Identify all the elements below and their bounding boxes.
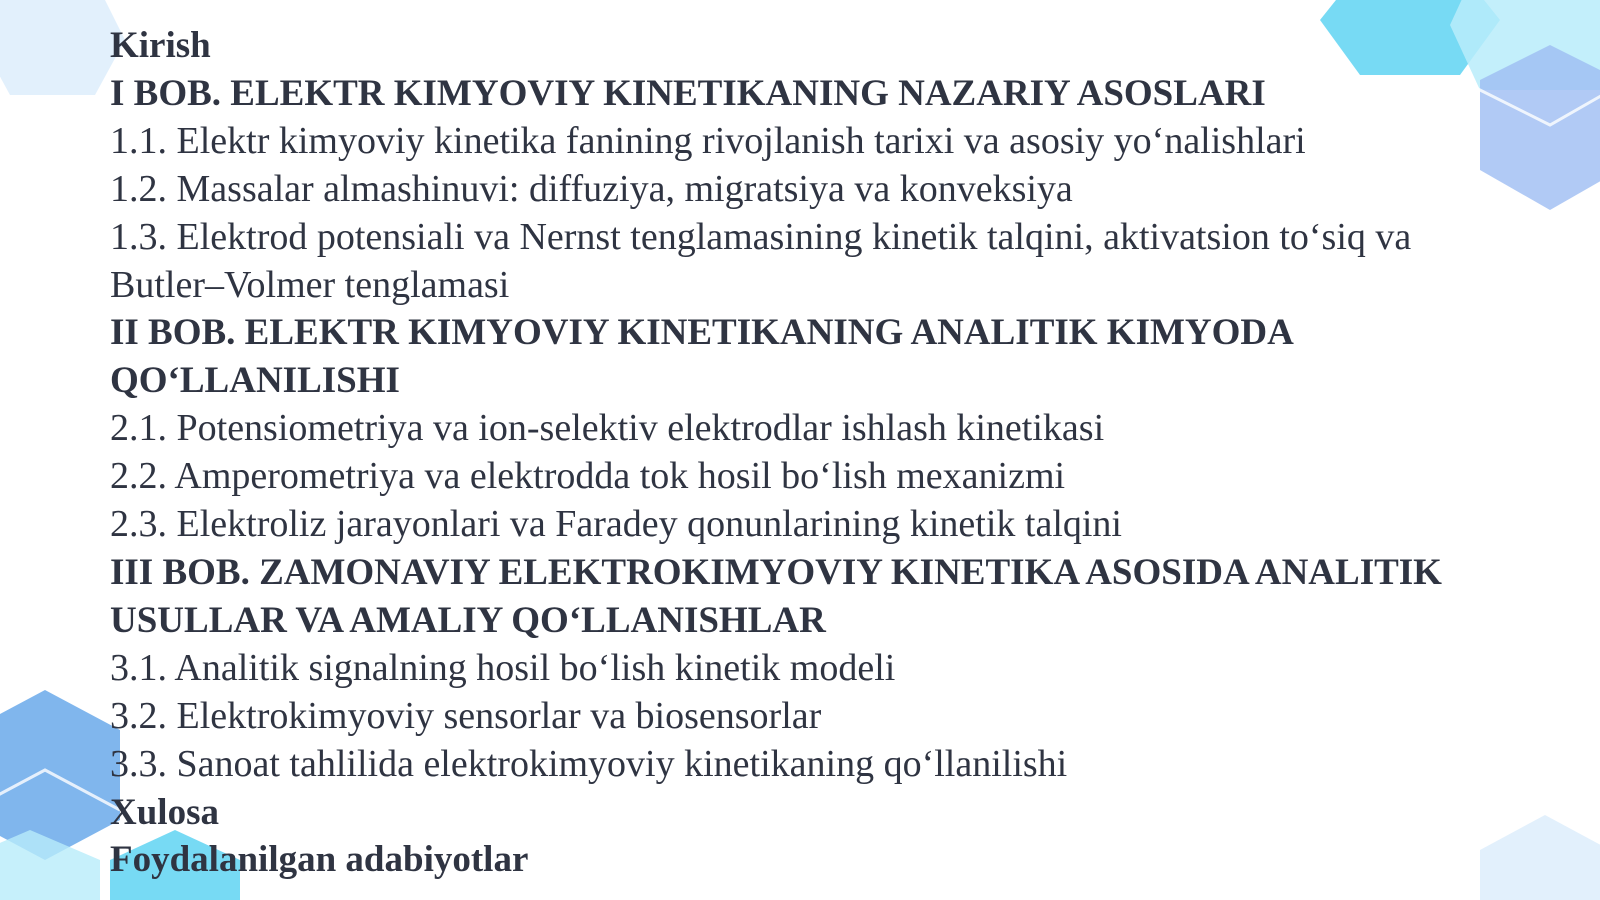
section-2-1: 2.1. Potensiometriya va ion-selektiv elektrodlar ishlash kinetikasi bbox=[110, 407, 1105, 450]
chapter-1-title: I BOB. ELEKTR KIMYOVIY KINETIKANING NAZARIY ASOSLARI bbox=[110, 72, 1266, 114]
section-1-2: 1.2. Massalar almashinuvi: diffuziya, migratsiya va konveksiya bbox=[110, 167, 1073, 210]
hexagon-bottom-left-light bbox=[0, 830, 100, 900]
hexagon-top-left bbox=[0, 0, 125, 95]
section-1-1: 1.1. Elektr kimyoviy kinetika fanining rivojlanish tarixi va asosiy yo‘nalishlari bbox=[110, 119, 1306, 162]
chapter-3-title: III BOB. ZAMONAVIY ELEKTROKIMYOVIY KINETIKA ASOSIDA ANALITIK USULLAR VA AMALIY QO‘LLANISHLAR bbox=[110, 551, 1442, 641]
table-of-contents bbox=[110, 22, 1570, 884]
chapter-2-title: II BOB. ELEKTR KIMYOVIY KINETIKANING ANALITIK KIMYODA QO‘LLANILISHI bbox=[110, 312, 1292, 402]
section-3-2: 3.2. Elektrokimyoviy sensorlar va biosensorlar bbox=[110, 694, 822, 737]
section-2-3: 2.3. Elektroliz jarayonlari va Faradey qonunlarining kinetik talqini bbox=[110, 503, 1122, 546]
section-2-2: 2.2. Amperometriya va elektrodda tok hosil bo‘lish mexanizmi bbox=[110, 455, 1066, 498]
toc-conclusion: Xulosa bbox=[110, 791, 219, 833]
toc-references: Foydalanilgan adabiyotlar bbox=[110, 839, 529, 881]
hexagon-bottom-left-blue bbox=[0, 690, 120, 860]
section-3-3: 3.3. Sanoat tahlilida elektrokimyoviy kinetikaning qo‘llanilishi bbox=[110, 742, 1068, 785]
section-1-3: 1.3. Elektrod potensiali va Nernst tenglamasining kinetik talqini, aktivatsion to‘siq va Butler–Volmer tenglamasi bbox=[110, 215, 1412, 306]
toc-intro: Kirish bbox=[110, 25, 211, 66]
section-3-1: 3.1. Analitik signalning hosil bo‘lish kinetik modeli bbox=[110, 646, 896, 689]
